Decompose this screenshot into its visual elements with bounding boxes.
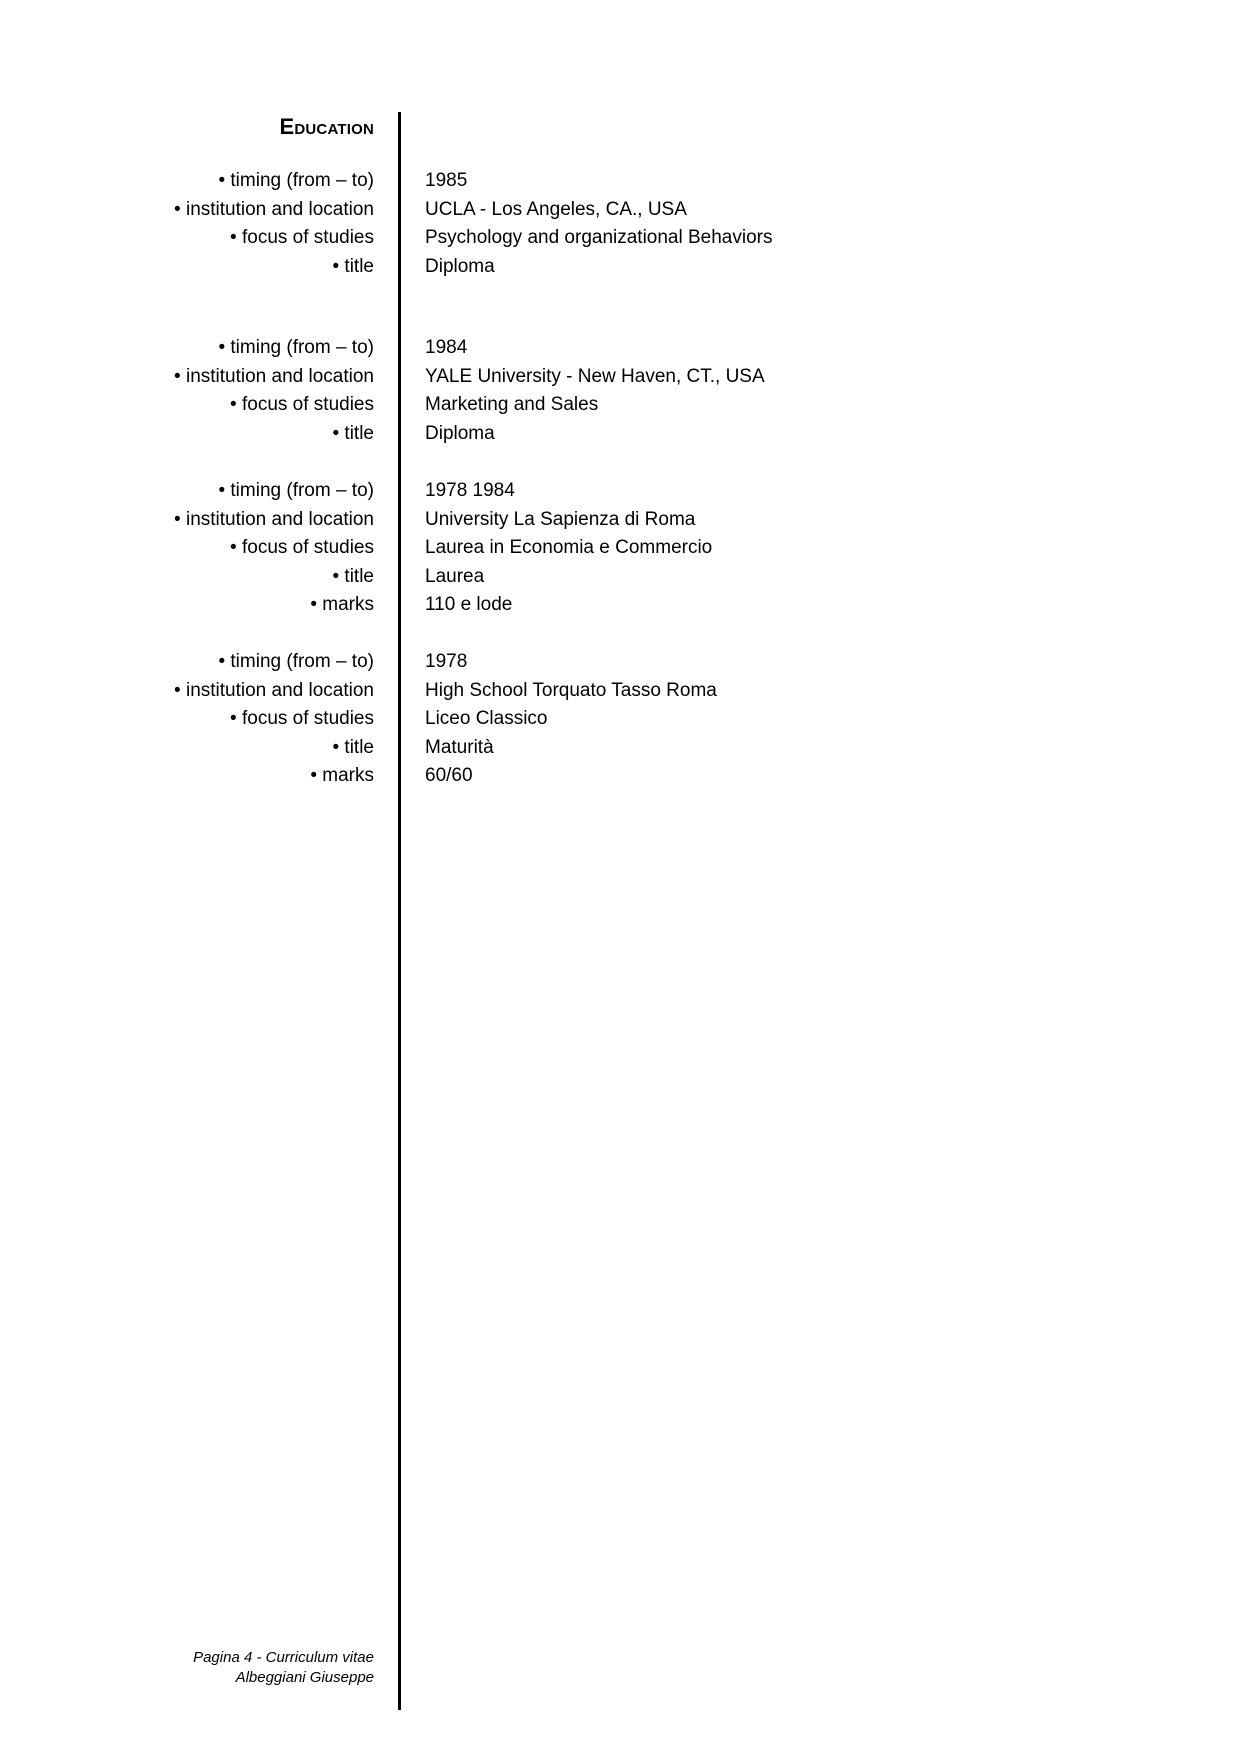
field-value: Diploma [425,255,495,277]
education-entry [0,648,1240,791]
field-label: • timing (from – to) [218,170,374,191]
education-entry [0,334,1240,448]
field-value: Diploma [425,422,495,444]
entry-row [0,363,1240,392]
field-value: Laurea in Economia e Commercio [425,537,713,558]
entry-row [0,253,1240,282]
field-label: • timing (from – to) [218,651,374,672]
entry-row [0,762,1240,791]
field-label: • institution and location [174,508,374,530]
field-label: • institution and location [174,679,374,701]
field-label: • institution and location [174,198,374,220]
field-label: • institution and location [174,365,374,387]
field-value: 1978 1984 [425,480,515,501]
field-value: 1985 [425,170,468,191]
field-label: • timing (from – to) [218,337,374,358]
field-value: 1984 [425,337,468,358]
field-value: University La Sapienza di Roma [425,508,696,530]
entry-row [0,591,1240,620]
entry-row [0,734,1240,763]
entry-row [0,563,1240,592]
field-label: • focus of studies [230,537,374,558]
field-value: Psychology and organizational Behaviors [425,227,773,248]
field-label: • focus of studies [230,227,374,248]
field-label: • marks [310,765,374,786]
entry-row [0,224,1240,253]
entry-row [0,534,1240,563]
entry-row [0,391,1240,420]
page-footer [193,1648,374,1688]
field-value: Liceo Classico [425,708,548,729]
entry-row [0,506,1240,535]
field-label: • title [332,565,374,587]
entry-row [0,477,1240,506]
field-label: • marks [310,594,374,615]
entry-row [0,648,1240,677]
field-label: • title [332,736,374,758]
education-entry [0,167,1240,281]
field-value: 60/60 [425,765,473,786]
entry-row [0,705,1240,734]
footer-author: Albeggiani Giuseppe [235,1669,374,1686]
entry-row [0,420,1240,449]
field-value: Laurea [425,565,485,587]
field-value: 110 e lode [425,594,513,615]
section-heading: Education [279,114,374,139]
entry-row [0,677,1240,706]
field-value: Maturità [425,736,494,758]
entry-row [0,196,1240,225]
field-value: YALE University - New Haven, CT., USA [425,365,765,387]
field-label: • focus of studies [230,394,374,415]
field-value: Marketing and Sales [425,394,599,415]
entry-row [0,334,1240,363]
field-label: • focus of studies [230,708,374,729]
field-label: • title [332,255,374,277]
field-value: High School Torquato Tasso Roma [425,679,717,701]
entry-row [0,167,1240,196]
field-value: UCLA - Los Angeles, CA., USA [425,198,687,220]
education-entry [0,477,1240,620]
field-label: • timing (from – to) [218,480,374,501]
footer-page-label: Pagina 4 - Curriculum vitae [193,1649,374,1666]
field-label: • title [332,422,374,444]
field-value: 1978 [425,651,468,672]
